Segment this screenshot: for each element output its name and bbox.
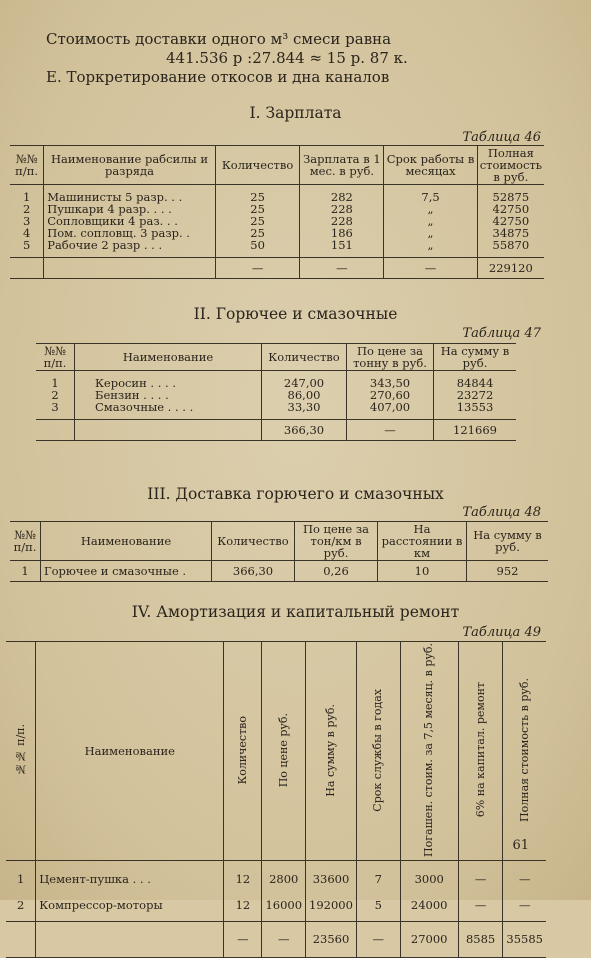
row-number: 1 (22, 190, 31, 204)
table-total-row (6, 921, 546, 957)
price-value: 270,60 (369, 388, 411, 402)
col-header-text: На сумму в руб. (323, 703, 337, 797)
table-row (10, 561, 548, 582)
total-empty (75, 420, 262, 441)
cost-value: 42750 (492, 214, 530, 228)
col-header: №№ п/п. (10, 522, 41, 561)
qty-value: 247,00 (283, 376, 325, 390)
wage-value: 228 (330, 202, 353, 216)
table-46-caption: Таблица 46 (462, 130, 541, 145)
col-header: На сумму в руб. (434, 344, 517, 371)
col-header-text: По цене руб. (276, 712, 290, 788)
table-49 (6, 641, 546, 958)
col-header-text: 6% на капитал. ремонт (473, 682, 487, 818)
total-empty (36, 420, 75, 441)
table-49-caption: Таблица 49 (462, 625, 541, 640)
qty-value: 25 (250, 214, 265, 228)
worker-name: Пом. сопловщ. 3 разр. . (47, 226, 190, 240)
col-header-text: Полная стоимость в руб. (517, 677, 531, 822)
section-title-salary: I. Зарплата (249, 104, 342, 122)
table-48-caption: Таблица 48 (462, 505, 541, 520)
cell-term (384, 185, 477, 258)
term-value: „ (427, 238, 434, 252)
col-header: Наименование (41, 522, 212, 561)
cell-names (44, 185, 216, 258)
distance-value: 10 (378, 561, 467, 582)
term-value: „ (427, 214, 434, 228)
row-number: 2 (22, 202, 31, 216)
cost-value: 55870 (492, 238, 530, 252)
col-header-text: №№ п/п. (13, 724, 27, 776)
table-row (10, 185, 544, 258)
intro-line-2: 441.536 р :27.844 ≈ 15 р. 87 к. (166, 49, 408, 67)
price-value: 407,00 (369, 400, 411, 414)
total-qty: — (224, 921, 262, 957)
worker-name: Сопловщики 4 раз. . . (47, 214, 178, 228)
term-value: „ (427, 202, 434, 216)
fuel-name: Бензин . . . . (95, 388, 169, 402)
col-header: Полная стоимость в руб. (477, 146, 544, 185)
col-header: Количество (212, 522, 295, 561)
sum-value: 13553 (456, 400, 494, 414)
col-header (503, 642, 546, 861)
payoff-value: 3000 (400, 860, 458, 885)
cost-value: 34875 (492, 226, 530, 240)
total-qty: 366,30 (262, 420, 347, 441)
col-header-text: Погашен. стоим. за 7,5 месяц. в руб. (422, 643, 436, 857)
cell-sum (434, 371, 517, 420)
life-value: 7 (356, 860, 400, 885)
row-number: 4 (22, 226, 31, 240)
col-header: По цене за тон/км в руб. (295, 522, 378, 561)
col-header (6, 642, 36, 861)
term-value: „ (427, 226, 434, 240)
wage-value: 186 (330, 226, 353, 240)
sum-value: 33600 (306, 860, 357, 885)
cell-qty (262, 371, 347, 420)
intro-line-1: Стоимость доставки одного м³ смеси равна (46, 30, 392, 48)
qty-value: 366,30 (212, 561, 295, 582)
worker-name: Рабочие 2 разр . . . (47, 238, 163, 252)
life-value: 5 (356, 885, 400, 922)
col-header: Зарплата в 1 мес. в руб. (300, 146, 384, 185)
row-number: 3 (51, 400, 59, 414)
wage-value: 151 (330, 238, 353, 252)
total-wage: — (300, 258, 384, 279)
row-number: 2 (16, 897, 25, 912)
row-number: 1 (51, 376, 59, 390)
col-header (458, 642, 503, 861)
table-row (36, 371, 516, 420)
table-48 (10, 521, 548, 582)
table-46 (10, 145, 544, 279)
col-header: Наименование (36, 642, 224, 861)
table-47-caption: Таблица 47 (462, 326, 541, 341)
cell-nums (10, 185, 44, 258)
worker-name: Машинисты 5 разр. . . (47, 190, 183, 204)
cell-cost (477, 185, 544, 258)
cell-qty (215, 185, 300, 258)
table-header-row (10, 522, 548, 561)
row-number: 2 (51, 388, 59, 402)
row-number: 1 (10, 561, 41, 582)
intro-text (46, 30, 566, 87)
price-value: 343,50 (369, 376, 411, 390)
repair-value: — (458, 860, 503, 885)
col-header: Наименование (75, 344, 262, 371)
price-value: 0,26 (295, 561, 378, 582)
cell-nums (36, 371, 75, 420)
sum-value: 192000 (306, 885, 357, 922)
col-header (224, 642, 262, 861)
full-value: — (503, 885, 546, 922)
worker-name: Пушкари 4 разр. . . . (47, 202, 172, 216)
sum-value: 23272 (456, 388, 494, 402)
cell-wage (300, 185, 384, 258)
table-row (6, 860, 546, 885)
payoff-value: 24000 (400, 885, 458, 922)
total-qty: — (215, 258, 300, 279)
full-value: — (503, 860, 546, 885)
qty-value: 33,30 (287, 400, 321, 414)
total-term: — (384, 258, 477, 279)
total-price: — (347, 420, 434, 441)
total-empty (10, 258, 44, 279)
sum-value: 84844 (456, 376, 494, 390)
col-header: №№ п/п. (36, 344, 75, 371)
col-header (400, 642, 458, 861)
col-header: №№ п/п. (10, 146, 44, 185)
wage-value: 228 (330, 214, 353, 228)
section-title-fuel-delivery: III. Доставка горючего и смазочных (147, 485, 444, 503)
total-cost: 229120 (477, 258, 544, 279)
table-row (6, 885, 546, 922)
col-header (262, 642, 306, 861)
qty-value: 25 (250, 190, 265, 204)
total-full: 35585 (503, 921, 546, 957)
col-header: Количество (215, 146, 300, 185)
col-header: Количество (262, 344, 347, 371)
cost-value: 52875 (492, 190, 530, 204)
section-title-amortization: IV. Амортизация и капитальный ремонт (131, 603, 460, 621)
row-number: 5 (22, 238, 31, 252)
sum-value: 952 (467, 561, 549, 582)
row-number: 1 (16, 871, 25, 886)
price-value: 2800 (262, 860, 306, 885)
cost-value: 42750 (492, 202, 530, 216)
total-empty (44, 258, 216, 279)
total-sum: 121669 (434, 420, 517, 441)
term-value: 7,5 (421, 190, 440, 204)
table-header-row (6, 642, 546, 861)
cell-price (347, 371, 434, 420)
table-header-row (10, 146, 544, 185)
table-47 (36, 343, 516, 441)
item-name: Цемент-пушка . . . (36, 860, 224, 885)
total-price: — (262, 921, 306, 957)
total-life: — (356, 921, 400, 957)
fuel-name: Смазочные . . . . (95, 400, 194, 414)
col-header: На сумму в руб. (467, 522, 549, 561)
col-header: Срок работы в месяцах (384, 146, 477, 185)
col-header-text: Количество (235, 715, 249, 785)
intro-line-3: Е. Торкретирование откосов и дна каналов (46, 68, 390, 86)
fuel-name: Керосин . . . . (95, 376, 177, 390)
total-payoff: 27000 (400, 921, 458, 957)
col-header (306, 642, 357, 861)
table-total-row (36, 420, 516, 441)
col-header: По цене за тонну в руб. (347, 344, 434, 371)
qty-value: 50 (250, 238, 265, 252)
cell-names (75, 371, 262, 420)
qty-value: 25 (250, 202, 265, 216)
total-empty (6, 921, 36, 957)
table-total-row (10, 258, 544, 279)
qty-value: 12 (224, 860, 262, 885)
price-value: 16000 (262, 885, 306, 922)
section-title-fuel: II. Горючее и смазочные (193, 305, 398, 323)
qty-value: 25 (250, 226, 265, 240)
page-number: 61 (512, 838, 529, 853)
col-header: На расстоянии в км (378, 522, 467, 561)
wage-value: 282 (330, 190, 353, 204)
qty-value: 86,00 (287, 388, 321, 402)
total-sum: 23560 (306, 921, 357, 957)
total-empty (36, 921, 224, 957)
item-name: Компрессор-моторы (36, 885, 224, 922)
repair-value: — (458, 885, 503, 922)
col-header-text: Срок службы в годах (371, 688, 385, 812)
qty-value: 12 (224, 885, 262, 922)
row-number: 3 (22, 214, 31, 228)
table-header-row (36, 344, 516, 371)
col-header: Наименование рабсилы и разряда (44, 146, 216, 185)
item-name: Горючее и смазочные . (41, 561, 212, 582)
col-header (356, 642, 400, 861)
total-repair: 8585 (458, 921, 503, 957)
